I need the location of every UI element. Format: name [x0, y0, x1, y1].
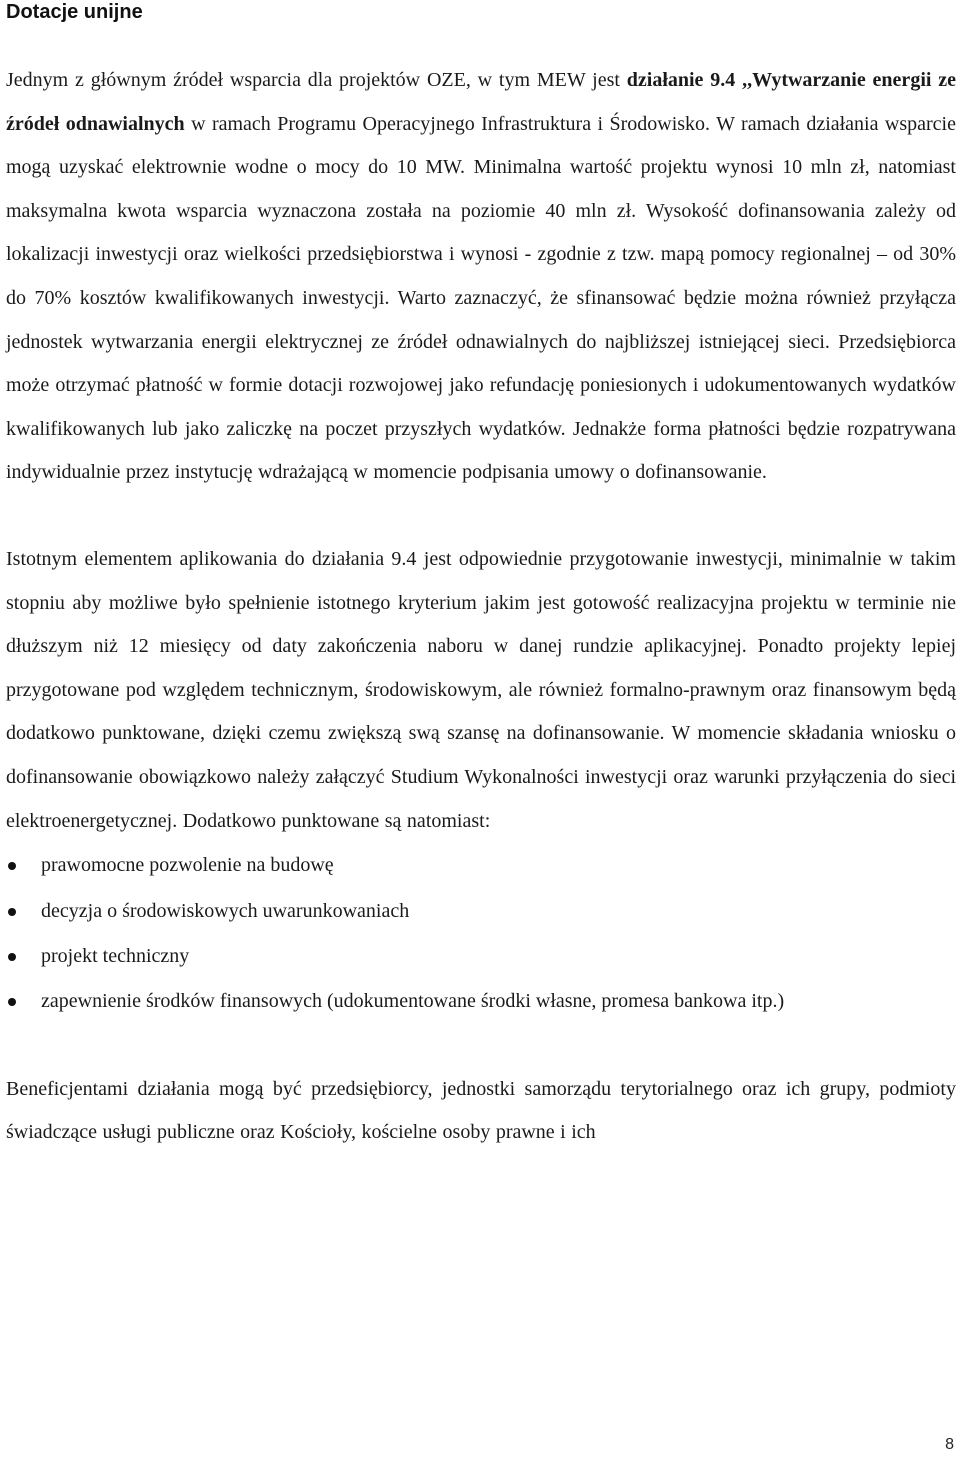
- paragraph-text: w ramach Programu Operacyjnego Infrastruktura i Środowisko. W ramach działania wsparcie mogą uzyskać elektrownie wodne o mocy do 10 MW. Minimalna wartość projektu wynosi 10 mln zł, natomiast maksymalna kwota wsparcia wyznaczona została na poziomie 40 mln zł. Wysokość dofinansowania zależy od lokalizacji inwestycji oraz wielkości przedsiębiorstwa i wynosi - zgodnie z tzw. mapą pomocy regionalnej – od 30% do 70% kosztów kwalifikowanych inwestycji. Warto zaznaczyć, że sfinansować będzie można również przyłącza jednostek wytwarzania energii elektrycznej ze źródeł odnawialnych do najbliższej istniejącej sieci. Przedsiębiorca może otrzymać płatność w formie dotacji rozwojowej jako refundację poniesionych i udokumentowanych wydatków kwalifikowanych lub jako zaliczkę na poczet przyszłych wydatków. Jednakże forma płatności będzie rozpatrywana indywidualnie przez instytucję wdrażającą w momencie podpisania umowy o dofinansowanie.: [6, 112, 956, 484]
- bullet-item: [6, 934, 956, 979]
- bullet-dot-icon: [8, 998, 16, 1006]
- bullet-dot-icon: [8, 908, 16, 916]
- bullet-list-additional-points: [6, 843, 956, 1025]
- bullet-item: [6, 889, 956, 934]
- measure-name-bold: działanie 9.4 ,,Wytwarzanie energii ze źródeł odnawialnych: [6, 69, 956, 135]
- bullet-dot-icon: [8, 953, 16, 961]
- paragraph-text: Jednym z głównym źródeł wsparcia dla projektów OZE, w tym MEW jest: [6, 69, 627, 91]
- document-page: [6, 0, 956, 1155]
- paragraph-funding-overview: [6, 59, 956, 495]
- bullet-dot-icon: [8, 862, 16, 870]
- bullet-item-text: zapewnienie środków finansowych (udokumentowane środki własne, promesa bankowa itp.): [41, 990, 785, 1013]
- bullet-item: [6, 979, 956, 1024]
- page-number: 8: [945, 1436, 954, 1453]
- paragraph-beneficiaries: Beneficjentami działania mogą być przedsiębiorcy, jednostki samorządu terytorialnego oraz ich grupy, podmioty świadczące usługi publiczne oraz Kościoły, kościelne osoby prawne i ich: [6, 1077, 956, 1144]
- bullet-item-text: projekt techniczny: [41, 944, 190, 967]
- bullet-item-text: prawomocne pozwolenie na budowę: [41, 854, 334, 877]
- section-heading: Dotacje unijne: [6, 1, 143, 23]
- paragraph-application-requirements: Istotnym elementem aplikowania do działania 9.4 jest odpowiednie przygotowanie inwestycji, minimalnie w takim stopniu aby możliwe było spełnienie istotnego kryterium jakim jest gotowość realizacyjna projektu w terminie nie dłuższym niż 12 miesięcy od daty zakończenia naboru w danej rundzie aplikacyjnej. Ponadto projekty lepiej przygotowane pod względem technicznym, środowiskowym, ale również formalno-prawnym oraz finansowym będą dodatkowo punktowane, dzięki czemu zwiększą swą szansę na dofinansowanie. W momencie składania wniosku o dofinansowanie obowiązkowo należy załączyć Studium Wykonalności inwestycji oraz warunki przyłączenia do sieci elektroenergetycznej. Dodatkowo punktowane są natomiast:: [6, 547, 956, 832]
- bullet-item: [6, 843, 956, 888]
- bullet-item-text: decyzja o środowiskowych uwarunkowaniach: [41, 899, 410, 922]
